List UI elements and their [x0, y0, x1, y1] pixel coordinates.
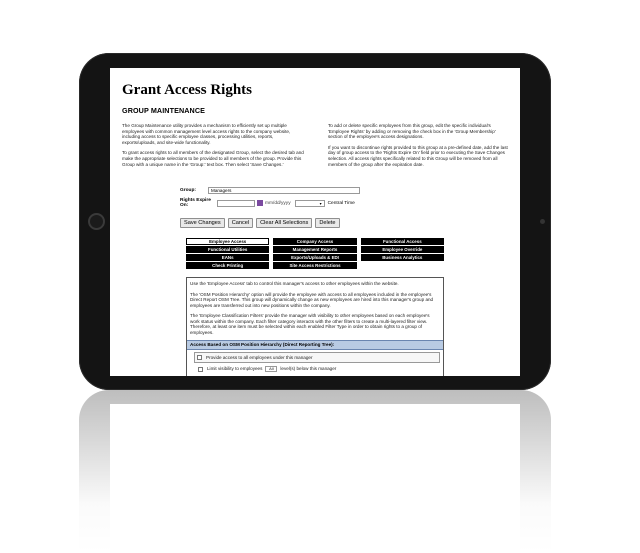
- calendar-icon[interactable]: [257, 200, 263, 206]
- tab-eans[interactable]: EANs: [186, 254, 269, 261]
- intro-right-p1: To add or delete specific employees from this group, edit the specific individual's 'Employee Rights' by adding or removing the check box in the 'Group Membership' section of the employee's access designations.: [328, 123, 496, 140]
- tab-check-printing[interactable]: Check Printing: [186, 262, 269, 269]
- group-label: Group:: [180, 187, 196, 193]
- tab-employee-access[interactable]: Employee Access: [186, 238, 269, 245]
- access-tabs: [186, 238, 444, 269]
- intro-right: [328, 123, 510, 172]
- expire-label: Rights Expire On:: [180, 198, 211, 208]
- tab-employee-override[interactable]: Employee Override: [361, 246, 444, 253]
- limit-visibility-label: Limit visibility to employees: [207, 366, 263, 372]
- group-input[interactable]: Managers: [208, 187, 360, 194]
- tab-business-analytics[interactable]: Business Analytics: [361, 254, 444, 261]
- tab-functional-utilities[interactable]: Functional Utilities: [186, 246, 269, 253]
- page-content: [122, 68, 510, 172]
- tab-functional-access[interactable]: Functional Access: [361, 238, 444, 245]
- group-row: [180, 185, 360, 195]
- levels-select[interactable]: All: [265, 366, 277, 372]
- panel-text-2: The 'OSM Position Hierarchy' option will provide the employee with access to all employees included in the employee's Direct Report OSM Tree. This group will dynamically change as new employees are hired into this manager's group and employees are transferred out into new positions within the company.: [190, 291, 434, 308]
- intro-left-p1: The Group Maintenance utility provides a mechanism to efficiently set up multiple employees with common management level access rights to the company website, including access to specific employee classes, processing utilities, reports, exports/uploads, and site-wide functionality.: [122, 123, 291, 145]
- clear-selections-button[interactable]: Clear All Selections: [256, 218, 312, 228]
- time-select[interactable]: ▾: [295, 200, 325, 207]
- tablet-reflection: [79, 390, 551, 553]
- cancel-button[interactable]: Cancel: [228, 218, 253, 228]
- panel-text-3: The 'Employee Classification Filters' provide the manager with visibility to other employees based on each employee's work status within the company. Each filter category interacts with the other filters to create a multi-layered filter view. Therefore, at least one item must be selected within each enabled Filter Type in order to obtain rights to a group of employees.: [190, 313, 430, 335]
- home-button: [88, 213, 105, 230]
- employee-access-panel: [186, 277, 444, 376]
- intro-left: [122, 123, 304, 172]
- tab-exports-uploads-edi[interactable]: Exports/Uploads & EDI: [273, 254, 356, 261]
- checkbox[interactable]: [198, 367, 203, 372]
- limit-visibility-suffix: level(s) below this manager: [280, 366, 337, 372]
- camera-dot: [540, 219, 545, 224]
- intro-right-p2: If you want to discontinue rights provided to this group at a pre-defined date, add the last day of group access to the 'Rights Expire On' field prior to executing the Save Changes selection. All access rights specifically related to this Group will be removed from all members of the group after the expiration date.: [328, 144, 508, 167]
- group-form: [180, 185, 360, 208]
- option-all-employees-label: Provide access to all employees under this manager: [206, 354, 313, 360]
- osm-section-header: Access Based on OSM Position Hierarchy (Direct Reporting Tree):: [187, 340, 443, 350]
- date-format-hint: mm/dd/yyyy: [265, 200, 291, 206]
- tablet-screen: [110, 68, 520, 376]
- tab-management-reports[interactable]: Management Reports: [273, 246, 356, 253]
- option-all-employees[interactable]: [194, 352, 440, 364]
- intro-columns: [122, 123, 510, 172]
- tab-company-access[interactable]: Company Access: [273, 238, 356, 245]
- option-limit-visibility: [198, 366, 440, 372]
- delete-button[interactable]: Delete: [315, 218, 339, 228]
- action-buttons: [180, 218, 340, 228]
- reflection-fade: [79, 390, 551, 553]
- timezone-label: Central Time: [327, 200, 355, 206]
- expire-row: [180, 198, 360, 208]
- tab-site-access-restrictions[interactable]: Site Access Restrictions: [273, 262, 356, 269]
- checkbox[interactable]: [197, 355, 202, 360]
- page-title: Grant Access Rights: [122, 82, 252, 98]
- save-button[interactable]: Save Changes: [180, 218, 225, 228]
- page-subtitle: GROUP MAINTENANCE: [122, 106, 206, 115]
- expire-date-input[interactable]: [217, 200, 255, 207]
- panel-text-1: Use the 'Employee Access' tab to control this manager's access to other employees within the website.: [190, 281, 399, 286]
- intro-left-p2: To grant access rights to all members of the designated Group, select the desired tab and make the appropriate selections to be provided to all members of the group. Provide this Group with a unique name in the 'Group:' text box. Then select 'Save Changes.': [122, 150, 304, 167]
